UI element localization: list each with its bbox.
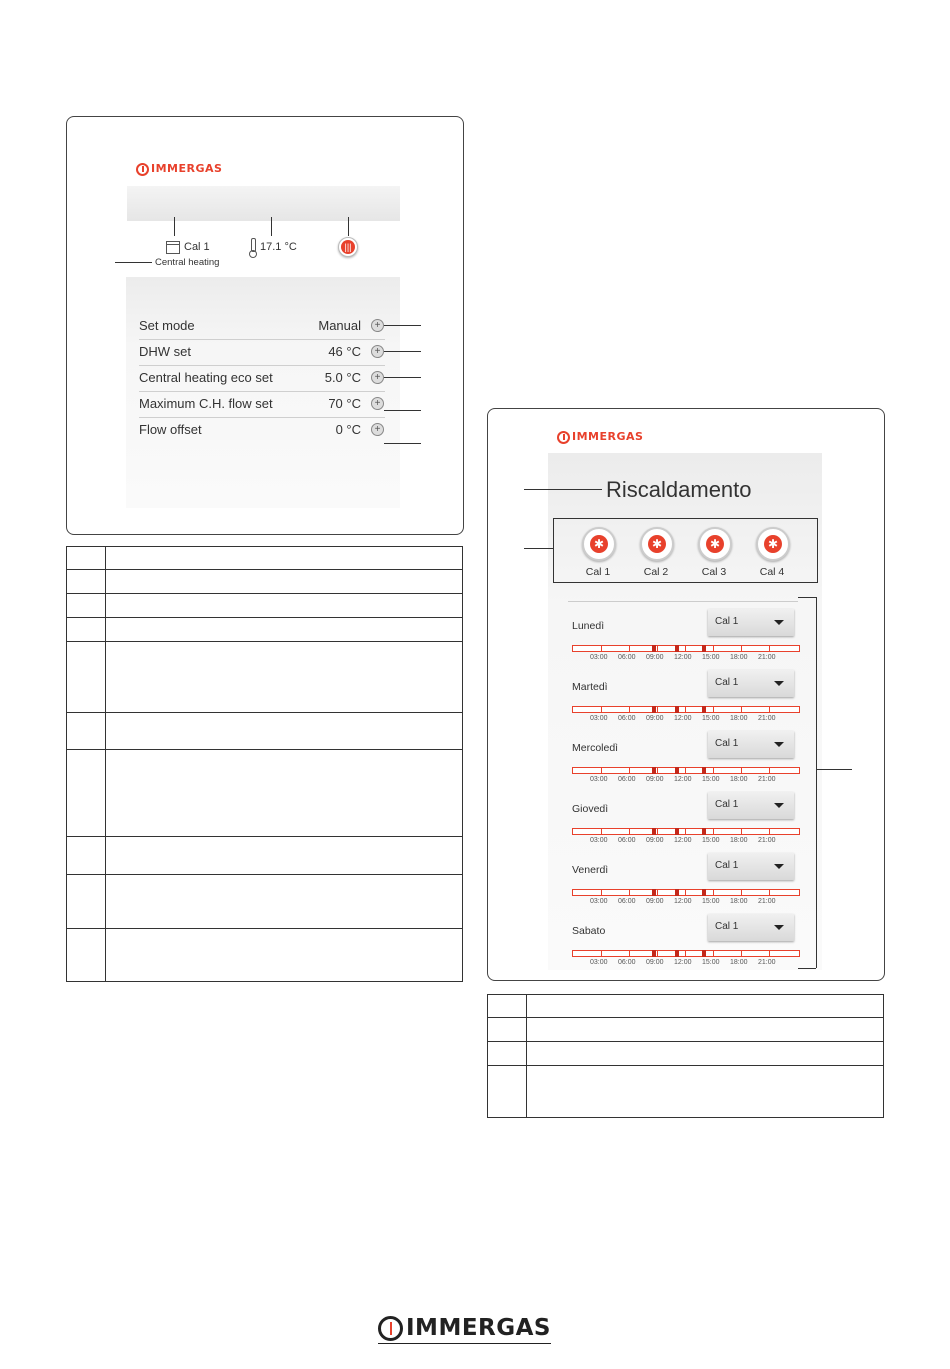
callout-line xyxy=(816,769,852,770)
schedule-mark xyxy=(675,828,679,835)
time-tick-label: 09:00 xyxy=(646,898,664,905)
callout-bracket xyxy=(816,597,817,968)
settings-row[interactable] xyxy=(139,365,385,392)
settings-row[interactable] xyxy=(139,339,385,366)
callout-bracket xyxy=(798,968,816,969)
schedule-mark xyxy=(702,828,706,835)
setting-label: DHW set xyxy=(139,344,191,359)
time-tick-label: 12:00 xyxy=(674,898,692,905)
brand-text: IMMERGAS xyxy=(572,430,644,443)
program-dropdown[interactable] xyxy=(708,731,794,758)
program-dropdown-value: Cal 1 xyxy=(715,799,739,810)
program-dropdown[interactable] xyxy=(708,914,794,941)
status-header xyxy=(127,186,400,221)
schedule-tick xyxy=(657,768,658,773)
time-tick-label: 21:00 xyxy=(758,715,776,722)
schedule-tick xyxy=(685,707,686,712)
time-tick-label: 21:00 xyxy=(758,898,776,905)
time-tick-label: 21:00 xyxy=(758,776,776,783)
schedule-tick xyxy=(741,890,742,895)
brand-logo xyxy=(557,430,643,444)
schedule-tick xyxy=(769,890,770,895)
edit-plus-icon[interactable]: + xyxy=(371,371,384,384)
callout-line xyxy=(384,351,421,352)
time-tick-label: 12:00 xyxy=(674,776,692,783)
setting-label: Maximum C.H. flow set xyxy=(139,396,273,411)
schedule-tick xyxy=(601,829,602,834)
schedule-mark xyxy=(675,889,679,896)
schedule-tick xyxy=(741,951,742,956)
calendar-icon xyxy=(166,241,180,254)
thermometer-bulb xyxy=(249,250,257,258)
schedule-mark xyxy=(702,645,706,652)
schedule-tick xyxy=(601,707,602,712)
time-tick-label: 15:00 xyxy=(702,959,720,966)
time-tick-label: 06:00 xyxy=(618,715,636,722)
time-tick-label: 12:00 xyxy=(674,715,692,722)
gear-icon: ✱ xyxy=(648,535,666,553)
program-dropdown-value: Cal 1 xyxy=(715,677,739,688)
calendar-label: Cal 1 xyxy=(585,566,611,578)
chevron-down-icon xyxy=(774,925,784,930)
time-tick-label: 18:00 xyxy=(730,898,748,905)
gear-icon: ✱ xyxy=(590,535,608,553)
time-tick-label: 03:00 xyxy=(590,959,608,966)
chevron-down-icon xyxy=(774,681,784,686)
schedule-tick xyxy=(769,768,770,773)
schedule-mark xyxy=(652,767,656,774)
footer-logo xyxy=(378,1315,551,1344)
schedule-mark xyxy=(702,767,706,774)
time-tick-label: 06:00 xyxy=(618,898,636,905)
calendar-label: Cal 2 xyxy=(643,566,669,578)
status-program: Cal 1 xyxy=(184,241,210,253)
radiator-icon[interactable]: ||| xyxy=(338,237,358,257)
schedule-tick xyxy=(601,646,602,651)
time-tick-label: 15:00 xyxy=(702,898,720,905)
calendar-gear-button[interactable] xyxy=(640,527,674,561)
time-tick-label: 03:00 xyxy=(590,715,608,722)
time-tick-label: 09:00 xyxy=(646,959,664,966)
schedule-tick xyxy=(769,829,770,834)
callout-line xyxy=(524,548,553,549)
day-name: Mercoledì xyxy=(572,742,619,754)
schedule-bar[interactable] xyxy=(572,767,800,774)
schedule-mark xyxy=(652,645,656,652)
chevron-down-icon xyxy=(774,620,784,625)
time-tick-label: 15:00 xyxy=(702,715,720,722)
time-tick-label: 09:00 xyxy=(646,776,664,783)
schedule-bar[interactable] xyxy=(572,950,800,957)
brand-logo xyxy=(136,162,222,176)
time-tick-label: 18:00 xyxy=(730,654,748,661)
time-tick-label: 09:00 xyxy=(646,654,664,661)
schedule-tick xyxy=(685,646,686,651)
schedule-mark xyxy=(652,950,656,957)
chevron-down-icon xyxy=(774,864,784,869)
time-tick-label: 21:00 xyxy=(758,654,776,661)
calendar-gear-button[interactable] xyxy=(582,527,616,561)
schedule-tick xyxy=(657,951,658,956)
day-name: Sabato xyxy=(572,925,606,937)
setting-label: Set mode xyxy=(139,318,195,333)
time-tick-label: 06:00 xyxy=(618,837,636,844)
schedule-tick xyxy=(601,768,602,773)
schedule-bar[interactable] xyxy=(572,645,800,652)
schedule-tick xyxy=(629,707,630,712)
program-dropdown-value: Cal 1 xyxy=(715,738,739,749)
chevron-down-icon xyxy=(774,803,784,808)
schedule-tick xyxy=(685,829,686,834)
setting-label: Flow offset xyxy=(139,422,202,437)
day-row xyxy=(572,739,798,800)
setting-value: 70 °C xyxy=(328,396,361,411)
program-dropdown[interactable] xyxy=(708,670,794,697)
time-tick-label: 15:00 xyxy=(702,837,720,844)
schedule-mark xyxy=(652,889,656,896)
program-dropdown-value: Cal 1 xyxy=(715,921,739,932)
schedule-tick xyxy=(657,829,658,834)
page-title: Riscaldamento xyxy=(606,477,752,502)
time-tick-label: 18:00 xyxy=(730,837,748,844)
time-tick-label: 21:00 xyxy=(758,837,776,844)
time-tick-label: 06:00 xyxy=(618,776,636,783)
schedule-tick xyxy=(657,890,658,895)
callout-line xyxy=(271,217,272,236)
callout-line xyxy=(384,410,421,411)
left-legend-table xyxy=(66,546,463,982)
callout-line xyxy=(115,262,152,263)
time-tick-label: 03:00 xyxy=(590,776,608,783)
schedule-mark xyxy=(675,767,679,774)
chevron-down-icon xyxy=(774,742,784,747)
time-tick-label: 18:00 xyxy=(730,715,748,722)
time-tick-label: 06:00 xyxy=(618,654,636,661)
settings-row[interactable] xyxy=(139,391,385,418)
schedule-mark xyxy=(702,950,706,957)
footer-logo-text: IMMERGAS xyxy=(406,1315,551,1341)
schedule-tick xyxy=(741,829,742,834)
schedule-mark xyxy=(702,889,706,896)
schedule-tick xyxy=(741,768,742,773)
time-tick-label: 18:00 xyxy=(730,776,748,783)
time-tick-label: 06:00 xyxy=(618,959,636,966)
schedule-tick xyxy=(769,951,770,956)
schedule-mark xyxy=(675,706,679,713)
callout-line xyxy=(524,489,602,490)
program-dropdown[interactable] xyxy=(708,792,794,819)
schedule-bar[interactable] xyxy=(572,828,800,835)
callout-line xyxy=(384,325,421,326)
time-tick-label: 15:00 xyxy=(702,776,720,783)
schedule-tick xyxy=(657,707,658,712)
calendar-gear-button[interactable] xyxy=(698,527,732,561)
schedule-tick xyxy=(741,707,742,712)
schedule-tick xyxy=(741,646,742,651)
schedule-mark xyxy=(702,706,706,713)
time-tick-label: 15:00 xyxy=(702,654,720,661)
schedule-tick xyxy=(601,890,602,895)
day-name: Lunedì xyxy=(572,620,605,632)
schedule-mark xyxy=(675,950,679,957)
schedule-tick xyxy=(629,951,630,956)
settings-row[interactable] xyxy=(139,417,385,443)
schedule-tick xyxy=(685,768,686,773)
schedule-tick xyxy=(713,707,714,712)
edit-plus-icon[interactable]: + xyxy=(371,345,384,358)
schedule-mark xyxy=(652,706,656,713)
schedule-mark xyxy=(652,828,656,835)
schedule-tick xyxy=(685,951,686,956)
gear-icon: ✱ xyxy=(764,535,782,553)
schedule-tick xyxy=(769,646,770,651)
edit-plus-icon[interactable]: + xyxy=(371,319,384,332)
divider xyxy=(568,601,798,602)
callout-line xyxy=(384,377,421,378)
schedule-tick xyxy=(713,951,714,956)
schedule-tick xyxy=(685,890,686,895)
schedule-mark xyxy=(675,645,679,652)
edit-plus-icon[interactable]: + xyxy=(371,423,384,436)
setting-value: 46 °C xyxy=(328,344,361,359)
calendar-gear-button[interactable] xyxy=(756,527,790,561)
setting-label: Central heating eco set xyxy=(139,370,273,385)
day-name: Venerdì xyxy=(572,864,609,876)
callout-line xyxy=(384,443,421,444)
schedule-tick xyxy=(629,646,630,651)
program-dropdown[interactable] xyxy=(708,853,794,880)
setting-value: 0 °C xyxy=(335,422,361,437)
callout-line xyxy=(174,217,175,236)
day-row xyxy=(572,617,798,678)
time-tick-label: 03:00 xyxy=(590,654,608,661)
day-row xyxy=(572,861,798,922)
program-dropdown-value: Cal 1 xyxy=(715,860,739,871)
time-tick-label: 09:00 xyxy=(646,715,664,722)
right-legend-table xyxy=(487,994,884,1118)
schedule-tick xyxy=(657,646,658,651)
schedule-tick xyxy=(769,707,770,712)
status-mode-label: Central heating xyxy=(155,257,220,268)
calendar-label: Cal 3 xyxy=(701,566,727,578)
day-row xyxy=(572,800,798,861)
schedule-bar[interactable] xyxy=(572,706,800,713)
program-dropdown-value: Cal 1 xyxy=(715,616,739,627)
time-tick-label: 12:00 xyxy=(674,837,692,844)
gear-icon: ✱ xyxy=(706,535,724,553)
brand-text: IMMERGAS xyxy=(151,162,223,175)
day-name: Martedì xyxy=(572,681,608,693)
setting-value: 5.0 °C xyxy=(324,370,361,385)
time-tick-label: 03:00 xyxy=(590,898,608,905)
schedule-tick xyxy=(601,951,602,956)
day-row xyxy=(572,922,798,983)
callout-line xyxy=(348,217,349,236)
time-tick-label: 12:00 xyxy=(674,654,692,661)
schedule-bar[interactable] xyxy=(572,889,800,896)
time-tick-label: 09:00 xyxy=(646,837,664,844)
edit-plus-icon[interactable]: + xyxy=(371,397,384,410)
time-tick-label: 12:00 xyxy=(674,959,692,966)
setting-value: Manual xyxy=(318,318,361,333)
time-tick-label: 21:00 xyxy=(758,959,776,966)
schedule-tick xyxy=(713,768,714,773)
schedule-tick xyxy=(629,829,630,834)
schedule-tick xyxy=(713,829,714,834)
day-row xyxy=(572,678,798,739)
schedule-tick xyxy=(713,890,714,895)
schedule-tick xyxy=(713,646,714,651)
program-dropdown[interactable] xyxy=(708,609,794,636)
status-temperature: 17.1 °C xyxy=(260,241,297,253)
schedule-tick xyxy=(629,890,630,895)
calendar-label: Cal 4 xyxy=(759,566,785,578)
schedule-tick xyxy=(629,768,630,773)
time-tick-label: 03:00 xyxy=(590,837,608,844)
callout-bracket xyxy=(798,597,816,598)
time-tick-label: 18:00 xyxy=(730,959,748,966)
day-name: Giovedì xyxy=(572,803,609,815)
settings-row[interactable] xyxy=(139,313,385,340)
